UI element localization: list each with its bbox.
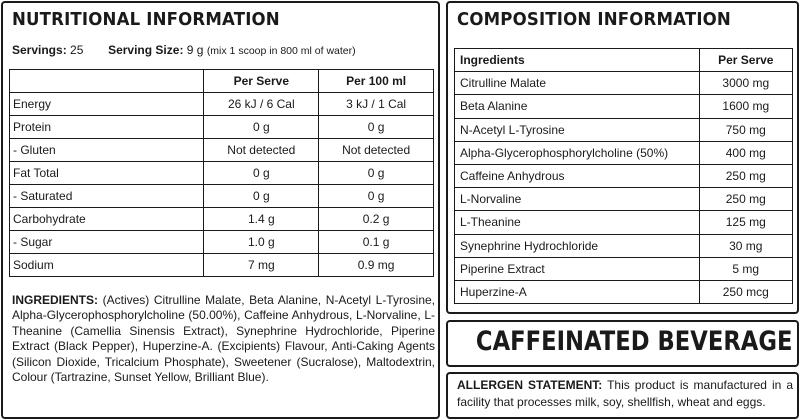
nutrition-row bbox=[10, 185, 434, 208]
beverage-panel bbox=[446, 320, 799, 367]
per-serve-value: 0 g bbox=[204, 116, 319, 139]
nutrition-panel bbox=[1, 1, 440, 419]
composition-amount: 400 mg bbox=[699, 141, 792, 164]
per-serve-value: 26 kJ / 6 Cal bbox=[204, 93, 319, 116]
composition-ingredient-name: Citrulline Malate bbox=[455, 72, 700, 95]
per-100ml-value: 3 kJ / 1 Cal bbox=[319, 93, 434, 116]
composition-row bbox=[455, 72, 793, 95]
composition-ingredient-name: L-Norvaline bbox=[455, 188, 700, 211]
nutrition-row bbox=[10, 139, 434, 162]
servings-line bbox=[12, 43, 356, 57]
per-serve-value: 7 mg bbox=[204, 254, 319, 277]
per-100ml-value: 0.2 g bbox=[319, 208, 434, 231]
nutrition-row bbox=[10, 93, 434, 116]
per-100ml-value: 0 g bbox=[319, 162, 434, 185]
nutrient-label: Fat Total bbox=[10, 162, 204, 185]
nutrition-row bbox=[10, 116, 434, 139]
ingredients-text: (Actives) Citrulline Malate, Beta Alanine, N-Acetyl L-Tyrosine, Alpha-Glycerophosphorylcholine (50.00%), Caffeine Anhydrous, L-Norvaline, L-Theanine (Camellia Sinensis Extract), Synephrine Hydrochloride, Piperine Extract (Black Pepper), Huperzine-A. (Excipients) Flavour, Anti-Caking Agents (Silicon Dioxide, Tricalcium Phosphate), Sweetener (Sucralose), Maltodextrin, Colour (Tartrazine, Sunset Yellow, Brilliant Blue). bbox=[12, 293, 435, 385]
per-serve-value: Not detected bbox=[204, 139, 319, 162]
composition-row bbox=[455, 118, 793, 141]
composition-amount: 250 mcg bbox=[699, 280, 792, 303]
composition-amount: 1600 mg bbox=[699, 95, 792, 118]
servings-label: Servings: bbox=[12, 43, 67, 57]
nutrient-label: Energy bbox=[10, 93, 204, 116]
composition-ingredient-name: Alpha-Glycerophosphorylcholine (50%) bbox=[455, 141, 700, 164]
nutrient-label: - Saturated bbox=[10, 185, 204, 208]
nutrient-label: Sodium bbox=[10, 254, 204, 277]
composition-panel bbox=[446, 1, 799, 314]
nutrition-header-per-serve: Per Serve bbox=[204, 70, 319, 93]
composition-row bbox=[455, 280, 793, 303]
composition-amount: 750 mg bbox=[699, 118, 792, 141]
per-100ml-value: 0.1 g bbox=[319, 231, 434, 254]
composition-ingredient-name: Huperzine-A bbox=[455, 280, 700, 303]
per-serve-value: 1.0 g bbox=[204, 231, 319, 254]
serving-size-note: (mix 1 scoop in 800 ml of water) bbox=[206, 45, 356, 57]
ingredients-label: INGREDIENTS: bbox=[12, 293, 99, 307]
composition-amount: 3000 mg bbox=[699, 72, 792, 95]
nutrition-header-blank bbox=[10, 70, 204, 93]
beverage-title: CAFFEINATED BEVERAGE bbox=[475, 326, 793, 357]
per-100ml-value: 0 g bbox=[319, 116, 434, 139]
nutrition-row bbox=[10, 162, 434, 185]
nutrition-table bbox=[9, 69, 434, 277]
composition-amount: 250 mg bbox=[699, 164, 792, 187]
composition-row bbox=[455, 257, 793, 280]
per-100ml-value: 0.9 mg bbox=[319, 254, 434, 277]
per-serve-value: 1.4 g bbox=[204, 208, 319, 231]
nutrition-row bbox=[10, 254, 434, 277]
nutrition-row bbox=[10, 231, 434, 254]
composition-row bbox=[455, 141, 793, 164]
composition-header-row bbox=[455, 49, 793, 72]
composition-header-per-serve: Per Serve bbox=[699, 49, 792, 72]
composition-amount: 5 mg bbox=[699, 257, 792, 280]
nutrition-row bbox=[10, 208, 434, 231]
allergen-statement bbox=[457, 377, 793, 411]
composition-ingredient-name: Beta Alanine bbox=[455, 95, 700, 118]
servings-value: 25 bbox=[70, 43, 84, 57]
composition-row bbox=[455, 95, 793, 118]
nutrition-header-row bbox=[10, 70, 434, 93]
composition-ingredient-name: L-Theanine bbox=[455, 211, 700, 234]
composition-ingredient-name: Caffeine Anhydrous bbox=[455, 164, 700, 187]
composition-ingredient-name: N-Acetyl L-Tyrosine bbox=[455, 118, 700, 141]
nutrition-title: NUTRITIONAL INFORMATION bbox=[12, 9, 280, 30]
composition-amount: 250 mg bbox=[699, 188, 792, 211]
nutrient-label: - Sugar bbox=[10, 231, 204, 254]
composition-header-ingredients: Ingredients bbox=[455, 49, 700, 72]
composition-title: COMPOSITION INFORMATION bbox=[457, 9, 731, 30]
composition-ingredient-name: Piperine Extract bbox=[455, 257, 700, 280]
composition-row bbox=[455, 164, 793, 187]
composition-row bbox=[455, 211, 793, 234]
nutrition-header-per-100ml: Per 100 ml bbox=[319, 70, 434, 93]
composition-row bbox=[455, 188, 793, 211]
serving-size-value: 9 g bbox=[186, 43, 204, 57]
allergen-text: This product is manufactured in a facility that processes milk, soy, shellfish, wheat and eggs. bbox=[457, 378, 793, 409]
per-serve-value: 0 g bbox=[204, 185, 319, 208]
per-serve-value: 0 g bbox=[204, 162, 319, 185]
per-100ml-value: 0 g bbox=[319, 185, 434, 208]
ingredients-statement bbox=[12, 293, 435, 385]
composition-table bbox=[454, 48, 793, 304]
composition-amount: 125 mg bbox=[699, 211, 792, 234]
composition-row bbox=[455, 234, 793, 257]
nutrient-label: - Gluten bbox=[10, 139, 204, 162]
serving-size-label: Serving Size: bbox=[108, 43, 184, 57]
nutrient-label: Carbohydrate bbox=[10, 208, 204, 231]
nutrient-label: Protein bbox=[10, 116, 204, 139]
composition-amount: 30 mg bbox=[699, 234, 792, 257]
allergen-panel bbox=[446, 372, 799, 419]
allergen-label: ALLERGEN STATEMENT: bbox=[457, 378, 603, 392]
composition-ingredient-name: Synephrine Hydrochloride bbox=[455, 234, 700, 257]
per-100ml-value: Not detected bbox=[319, 139, 434, 162]
